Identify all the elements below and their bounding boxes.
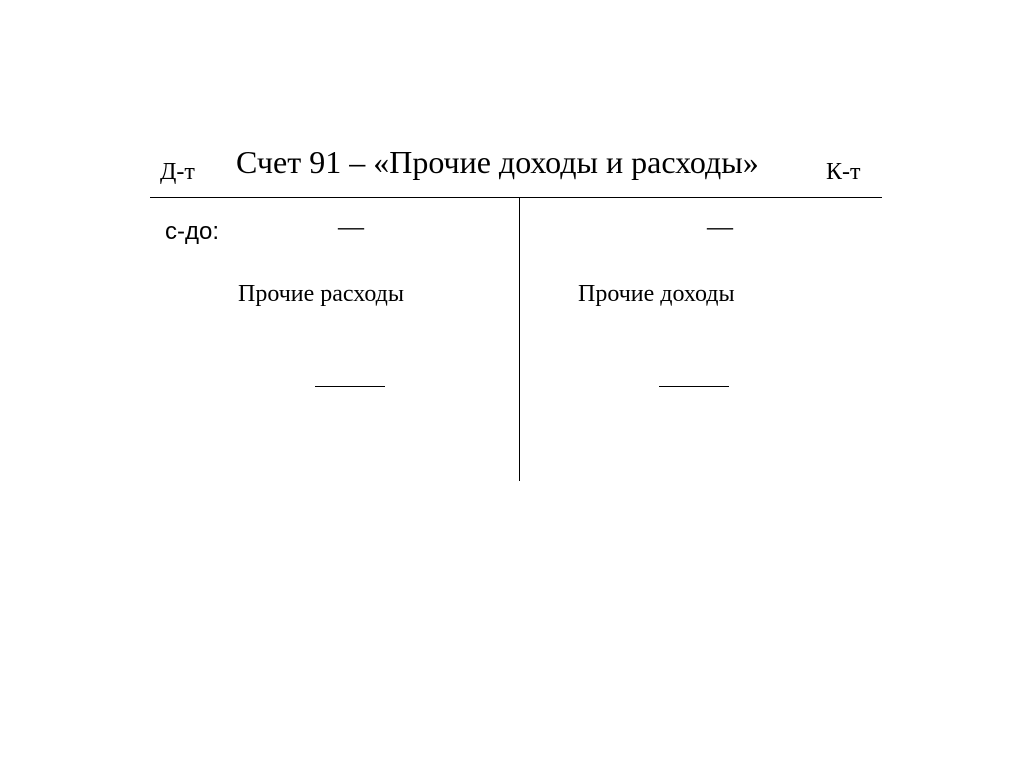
debit-entry: Прочие расходы [238, 281, 404, 307]
t-account-vertical-rule [519, 198, 520, 481]
debit-total-line [315, 386, 385, 387]
opening-balance-credit: — [707, 212, 733, 241]
debit-label: Д-т [160, 159, 195, 185]
opening-balance-debit: — [338, 212, 364, 241]
credit-label: К-т [826, 159, 861, 185]
opening-balance-label: с-до: [165, 218, 220, 245]
t-account-horizontal-rule [150, 197, 882, 198]
account-title: Счет 91 – «Прочие доходы и расходы» [236, 144, 759, 180]
credit-entry: Прочие доходы [578, 281, 735, 307]
credit-total-line [659, 386, 729, 387]
